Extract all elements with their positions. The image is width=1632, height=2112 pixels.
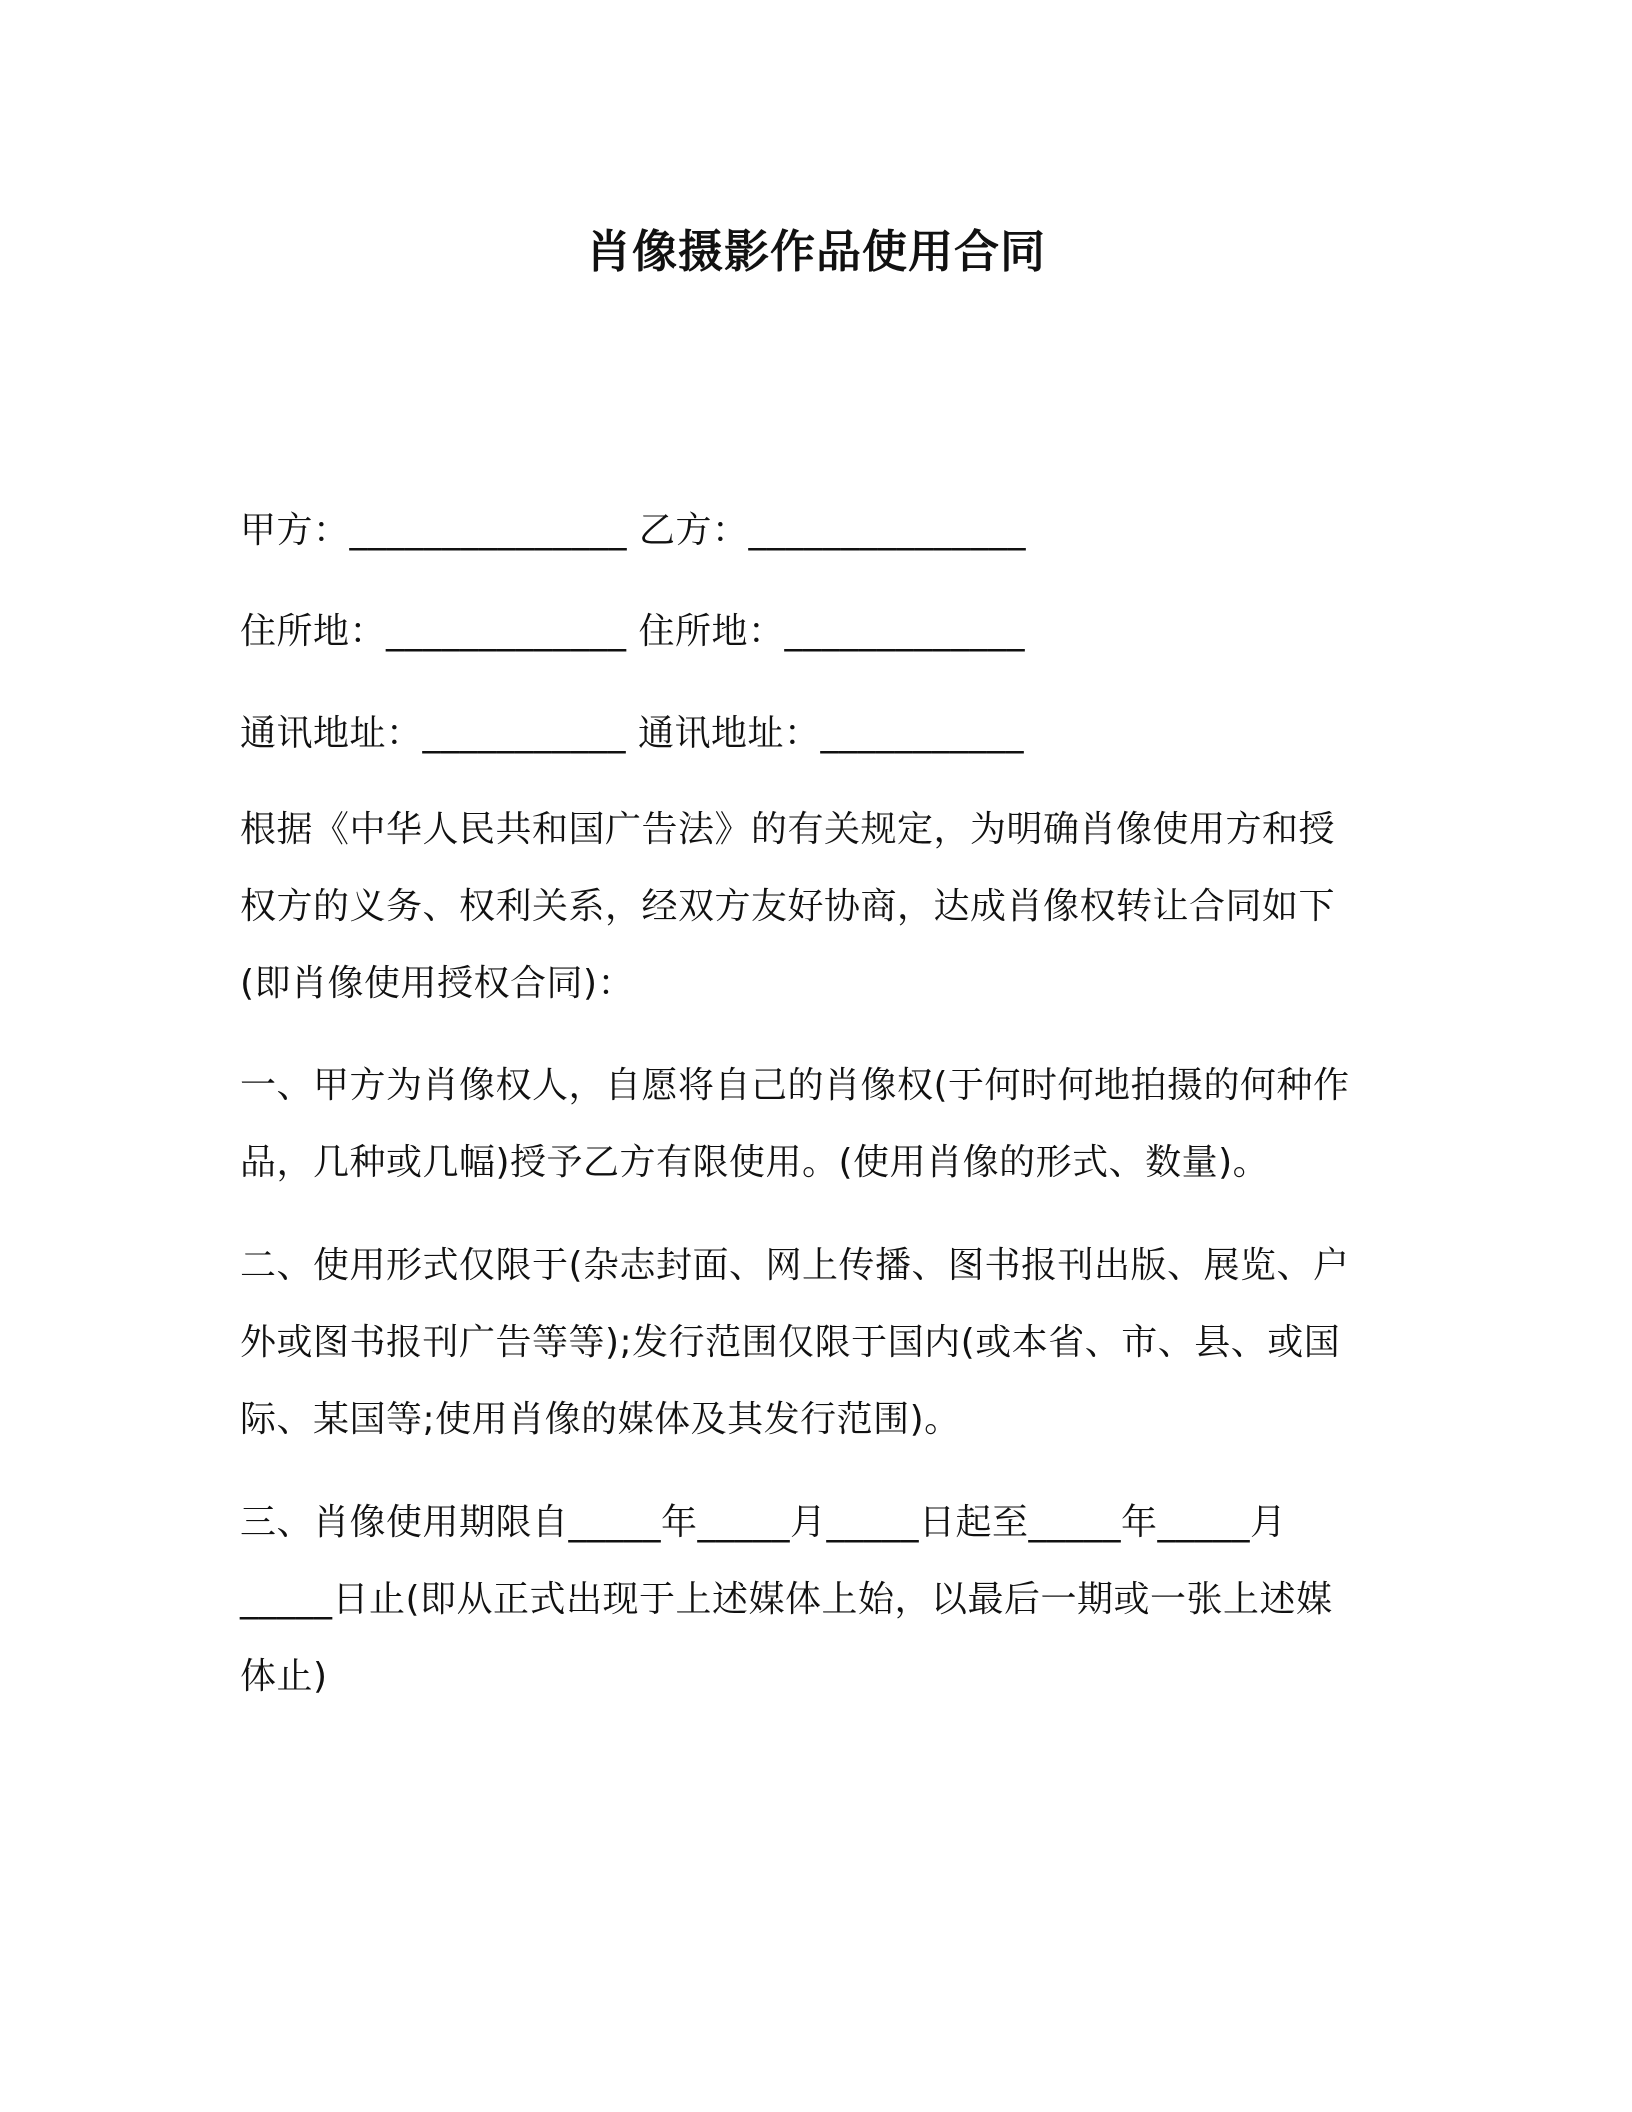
clause-2-line-1: 二、使用形式仅限于(杂志封面、网上传播、图书报刊出版、展览、户 bbox=[240, 1245, 1350, 1286]
clause-2-line-3: 际、某国等;使用肖像的媒体及其发行范围)。 bbox=[240, 1399, 961, 1440]
clause-1-line-1: 一、甲方为肖像权人，自愿将自己的肖像权(于何时何地拍摄的何种作 bbox=[240, 1065, 1350, 1106]
party-names-line: 甲方：_______________ 乙方：_______________ bbox=[240, 510, 1026, 551]
clause-3-line-1: 三、肖像使用期限自_____年_____月_____日起至_____年_____月 bbox=[240, 1502, 1287, 1543]
clause-1-line-2: 品，几种或几幅)授予乙方有限使用。(使用肖像的形式、数量)。 bbox=[240, 1142, 1270, 1183]
preamble-line-2: 权方的义务、权利关系，经双方友好协商，达成肖像权转让合同如下 bbox=[240, 886, 1336, 927]
clause-3-line-3: 体止) bbox=[240, 1656, 328, 1697]
preamble-line-1: 根据《中华人民共和国广告法》的有关规定，为明确肖像使用方和授 bbox=[240, 809, 1336, 850]
party-residence-line: 住所地：_____________ 住所地：_____________ bbox=[240, 611, 1025, 652]
contract-title: 肖像摄影作品使用合同 bbox=[585, 225, 1046, 278]
clause-2-line-2: 外或图书报刊广告等等);发行范围仅限于国内(或本省、市、县、或国 bbox=[240, 1322, 1341, 1363]
clause-3-line-2: _____日止(即从正式出现于上述媒体上始，以最后一期或一张上述媒 bbox=[240, 1579, 1333, 1620]
preamble-line-3: (即肖像使用授权合同)： bbox=[240, 963, 635, 1004]
party-address-line: 通讯地址：___________ 通讯地址：___________ bbox=[240, 713, 1024, 754]
